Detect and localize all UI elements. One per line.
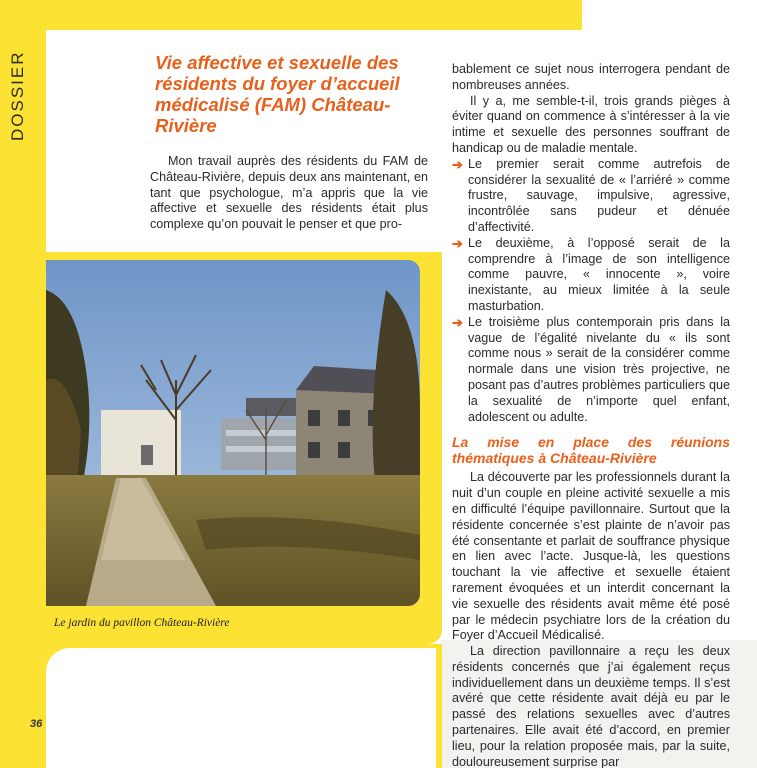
- section-subheading: La mise en place des réunions thématiques à Château-Rivière: [452, 434, 730, 466]
- arrow-icon: ➔: [452, 156, 463, 172]
- right-column: [452, 62, 730, 768]
- direction-paragraph: La direction pavillonnaire a reçu les deux résidents concernés que j’ai également reçus individuellement dans un deuxième temps. Il s’est avéré que cette résidente avait déjà eu par le passé des relations sexuelles avec d’autres partenaires. Elle avait été d’accord, en premier lieu, pour la relation proposée mais, par la suite, douloureusement surprise par: [452, 644, 730, 768]
- trap-item-text: Le troisième plus contemporain pris dans la vague de l’égalité nivelante du « ils sont comme nous » serait de la considérer comme normale dans une vision très projective, ne posant pas d’autres problèmes particuliers que la sexualité de n’importe quel enfant, adolescent ou adulte.: [468, 314, 730, 424]
- garden-photo-illustration: [46, 260, 420, 606]
- arrow-icon: ➔: [452, 314, 463, 330]
- trap-item-text: Le premier serait comme autrefois de considérer la sexualité de « l’arriéré » comme frustre, sauvage, impulsive, agressive, incontrôlée sans pudeur et dénuée d’affectivité.: [468, 156, 730, 234]
- page-number: 36: [30, 718, 43, 730]
- traps-intro-paragraph: Il y a, me semble-t-il, trois grands pièges à éviter quand on commence à s’intéresser à la vie intime et sexuelle des personnes souffrant de handicap ou de maladie mentale.: [452, 93, 730, 155]
- discovery-paragraph: La découverte par les professionnels durant la nuit d’un couple en pleine activité sexuelle a mis en difficulté l’équipe pavillonnaire. Surtout que la résidente concernée s’est plainte de n’avoir pas été consentante et parlait de souffrance physique en lien avec l’acte. Jusque-là, les questions touchant la vie affective et sexuelle étaient rarement évoquées et un interdit concernant la vie sexuelle des résidents avait même été posé par le médecin psychiatre lors de la création du Foyer d’Accueil Médicalisé.: [452, 470, 730, 643]
- trap-item-3: [452, 315, 730, 426]
- trap-item-1: [452, 157, 730, 236]
- trap-item-text: Le deuxième, à l’opposé serait de la comprendre à l’image de son intelligence comme pauvre, « innocente », voire inexistante, au mieux limitée à la seule masturbation.: [468, 235, 730, 313]
- intro-paragraph: Mon travail auprès des résidents du FAM de Château-Rivière, depuis deux ans maintenant, en tant que psychologue, m’a appris que la vie affective et sexuelle des résidents était plus complexe qu’on pouvait le penser et que pro-: [150, 154, 428, 232]
- photo-caption: Le jardin du pavillon Château-Rivière: [54, 617, 230, 629]
- garden-photo: [46, 260, 420, 606]
- section-label: DOSSIER: [8, 50, 27, 142]
- yellow-top-band: [0, 0, 582, 30]
- arrow-icon: ➔: [452, 235, 463, 251]
- left-column: [150, 154, 428, 233]
- continued-paragraph: bablement ce sujet nous interrogera pendant de nombreuses années.: [452, 62, 730, 92]
- article-title: Vie affective et sexuelle des résidents du foyer d’accueil médicalisé (FAM) Château-Rivière: [155, 52, 400, 136]
- white-bottom-corner: [46, 648, 436, 768]
- trap-item-2: [452, 236, 730, 315]
